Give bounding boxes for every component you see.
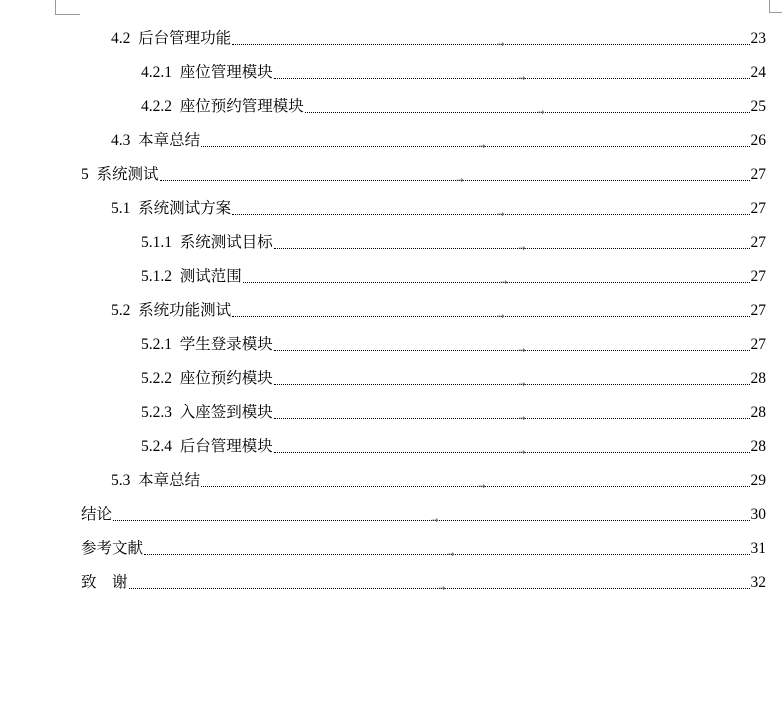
- toc-dot-leader: [274, 346, 750, 356]
- toc-entry-page-number: 28: [750, 370, 766, 387]
- toc-entry-page-number: 25: [750, 98, 766, 115]
- toc-entry-number: 5.2.1: [141, 336, 172, 353]
- toc-entry[interactable]: [141, 423, 766, 457]
- toc-dot-leader: [274, 414, 750, 424]
- toc-entry-page-number: 29: [750, 472, 766, 489]
- tab-arrow-icon: →: [518, 346, 526, 356]
- toc-dot-leader: [113, 516, 749, 526]
- toc-entry[interactable]: [81, 491, 766, 525]
- tab-arrow-icon: →: [478, 482, 486, 492]
- toc-entry-number: 5.1.1: [141, 234, 172, 251]
- tab-arrow-icon: →: [497, 312, 505, 322]
- toc-entry-title: 参考文献: [81, 540, 144, 557]
- toc-entry-page-number: 27: [750, 302, 766, 319]
- toc-entry-number: 4.3: [111, 132, 131, 149]
- toc-entry-gap: [172, 63, 180, 83]
- toc-entry-title: 系统测试: [96, 166, 159, 183]
- tab-arrow-icon: →: [431, 516, 439, 526]
- toc-entry-title: 本章总结: [138, 132, 201, 149]
- tab-arrow-icon: →: [518, 74, 526, 84]
- tab-arrow-icon: →: [500, 278, 508, 288]
- toc-entry-page-number: 28: [750, 438, 766, 455]
- toc-entry-gap: [172, 267, 180, 287]
- toc-entry-page-number: 28: [750, 404, 766, 421]
- toc-entry[interactable]: [141, 83, 766, 117]
- tab-arrow-icon: →: [456, 176, 464, 186]
- toc-entry[interactable]: [81, 151, 766, 185]
- tab-arrow-icon: →: [497, 40, 505, 50]
- toc-entry-page-number: 27: [750, 336, 766, 353]
- toc-entry-gap: [130, 199, 138, 219]
- page-corner-mark: [55, 0, 80, 15]
- toc-entry-title: 系统测试方案: [138, 200, 232, 217]
- toc-entry-title: 座位管理模块: [179, 64, 273, 81]
- toc-entry-number: 4.2: [111, 30, 131, 47]
- toc-entry-gap: [130, 29, 138, 49]
- toc-entry-gap: [130, 131, 138, 151]
- tab-arrow-icon: →: [518, 414, 526, 424]
- toc-dot-leader: [274, 380, 750, 390]
- toc-entry[interactable]: [111, 287, 766, 321]
- page-corner-mark: [769, 0, 782, 13]
- toc-entry-number: 5.2.2: [141, 370, 172, 387]
- toc-entry[interactable]: [141, 389, 766, 423]
- toc-dot-leader: [232, 312, 749, 322]
- toc-entry-title: 后台管理模块: [179, 438, 273, 455]
- toc-entry-gap: [172, 403, 180, 423]
- toc-entry-page-number: 26: [750, 132, 766, 149]
- toc-entry-title: 系统功能测试: [138, 302, 232, 319]
- toc-dot-leader: [274, 448, 750, 458]
- toc-dot-leader: [201, 142, 749, 152]
- toc-entry-gap: [130, 471, 138, 491]
- toc-entry-title: 本章总结: [138, 472, 201, 489]
- toc-entry[interactable]: [141, 253, 766, 287]
- toc-entry[interactable]: [141, 321, 766, 355]
- toc-entry-number: 5.2.3: [141, 404, 172, 421]
- toc-entry-gap: [172, 437, 180, 457]
- tab-arrow-icon: →: [518, 380, 526, 390]
- toc-entry-gap: [172, 335, 180, 355]
- toc-entry-title: 致 谢: [81, 574, 128, 591]
- toc-dot-leader: [160, 176, 750, 186]
- toc-entry-gap: [172, 233, 180, 253]
- toc-entry-page-number: 27: [750, 200, 766, 217]
- toc-entry-title: 测试范围: [179, 268, 242, 285]
- toc-dot-leader: [274, 244, 750, 254]
- tab-arrow-icon: →: [438, 584, 446, 594]
- tab-arrow-icon: →: [518, 448, 526, 458]
- toc-entry-number: 5.2: [111, 302, 131, 319]
- toc-entry[interactable]: [81, 559, 766, 593]
- toc-entry-number: 5.2.4: [141, 438, 172, 455]
- toc-entry-page-number: 31: [750, 540, 766, 557]
- toc-entry-title: 结论: [81, 506, 113, 523]
- tab-arrow-icon: →: [478, 142, 486, 152]
- toc-entry-number: 5.1.2: [141, 268, 172, 285]
- toc-entry-page-number: 23: [750, 30, 766, 47]
- toc-entry-title: 座位预约管理模块: [179, 98, 304, 115]
- toc-entry-page-number: 32: [750, 574, 766, 591]
- toc-entry[interactable]: [141, 49, 766, 83]
- toc-entry-number: 5.3: [111, 472, 131, 489]
- toc-entry[interactable]: [141, 355, 766, 389]
- tab-arrow-icon: →: [447, 550, 455, 560]
- toc-entry-number: 5.1: [111, 200, 131, 217]
- toc-entry-gap: [172, 97, 180, 117]
- toc-entry[interactable]: [81, 525, 766, 559]
- toc-entry-page-number: 30: [750, 506, 766, 523]
- toc-entry-number: 4.2.2: [141, 98, 172, 115]
- toc-entry-page-number: 27: [750, 166, 766, 183]
- toc-entry-number: 4.2.1: [141, 64, 172, 81]
- toc-entry-page-number: 27: [750, 268, 766, 285]
- toc-dot-leader: [274, 74, 750, 84]
- toc-entry-gap: [172, 369, 180, 389]
- toc-entry-gap: [130, 301, 138, 321]
- toc-entry-title: 学生登录模块: [179, 336, 273, 353]
- tab-arrow-icon: →: [537, 108, 545, 118]
- toc-entry[interactable]: [111, 457, 766, 491]
- toc-dot-leader: [243, 278, 750, 288]
- toc-entry[interactable]: [111, 185, 766, 219]
- toc-entry[interactable]: [111, 15, 766, 49]
- toc-entry-gap: [89, 165, 97, 185]
- toc-entry-page-number: 24: [750, 64, 766, 81]
- toc-dot-leader: [232, 210, 749, 220]
- tab-arrow-icon: →: [518, 244, 526, 254]
- toc-entry-number: 5: [81, 166, 89, 183]
- toc-dot-leader: [201, 482, 749, 492]
- tab-arrow-icon: →: [497, 210, 505, 220]
- toc-entry-title: 入座签到模块: [179, 404, 273, 421]
- toc-entry-page-number: 27: [750, 234, 766, 251]
- toc-entry-title: 系统测试目标: [179, 234, 273, 251]
- toc-entry-title: 后台管理功能: [138, 30, 232, 47]
- toc-dot-leader: [305, 108, 750, 118]
- toc-dot-leader: [232, 40, 749, 50]
- toc-dot-leader: [129, 584, 750, 594]
- toc-entry[interactable]: [111, 117, 766, 151]
- toc-entry-title: 座位预约模块: [179, 370, 273, 387]
- toc-dot-leader: [144, 550, 749, 560]
- toc-entry[interactable]: [141, 219, 766, 253]
